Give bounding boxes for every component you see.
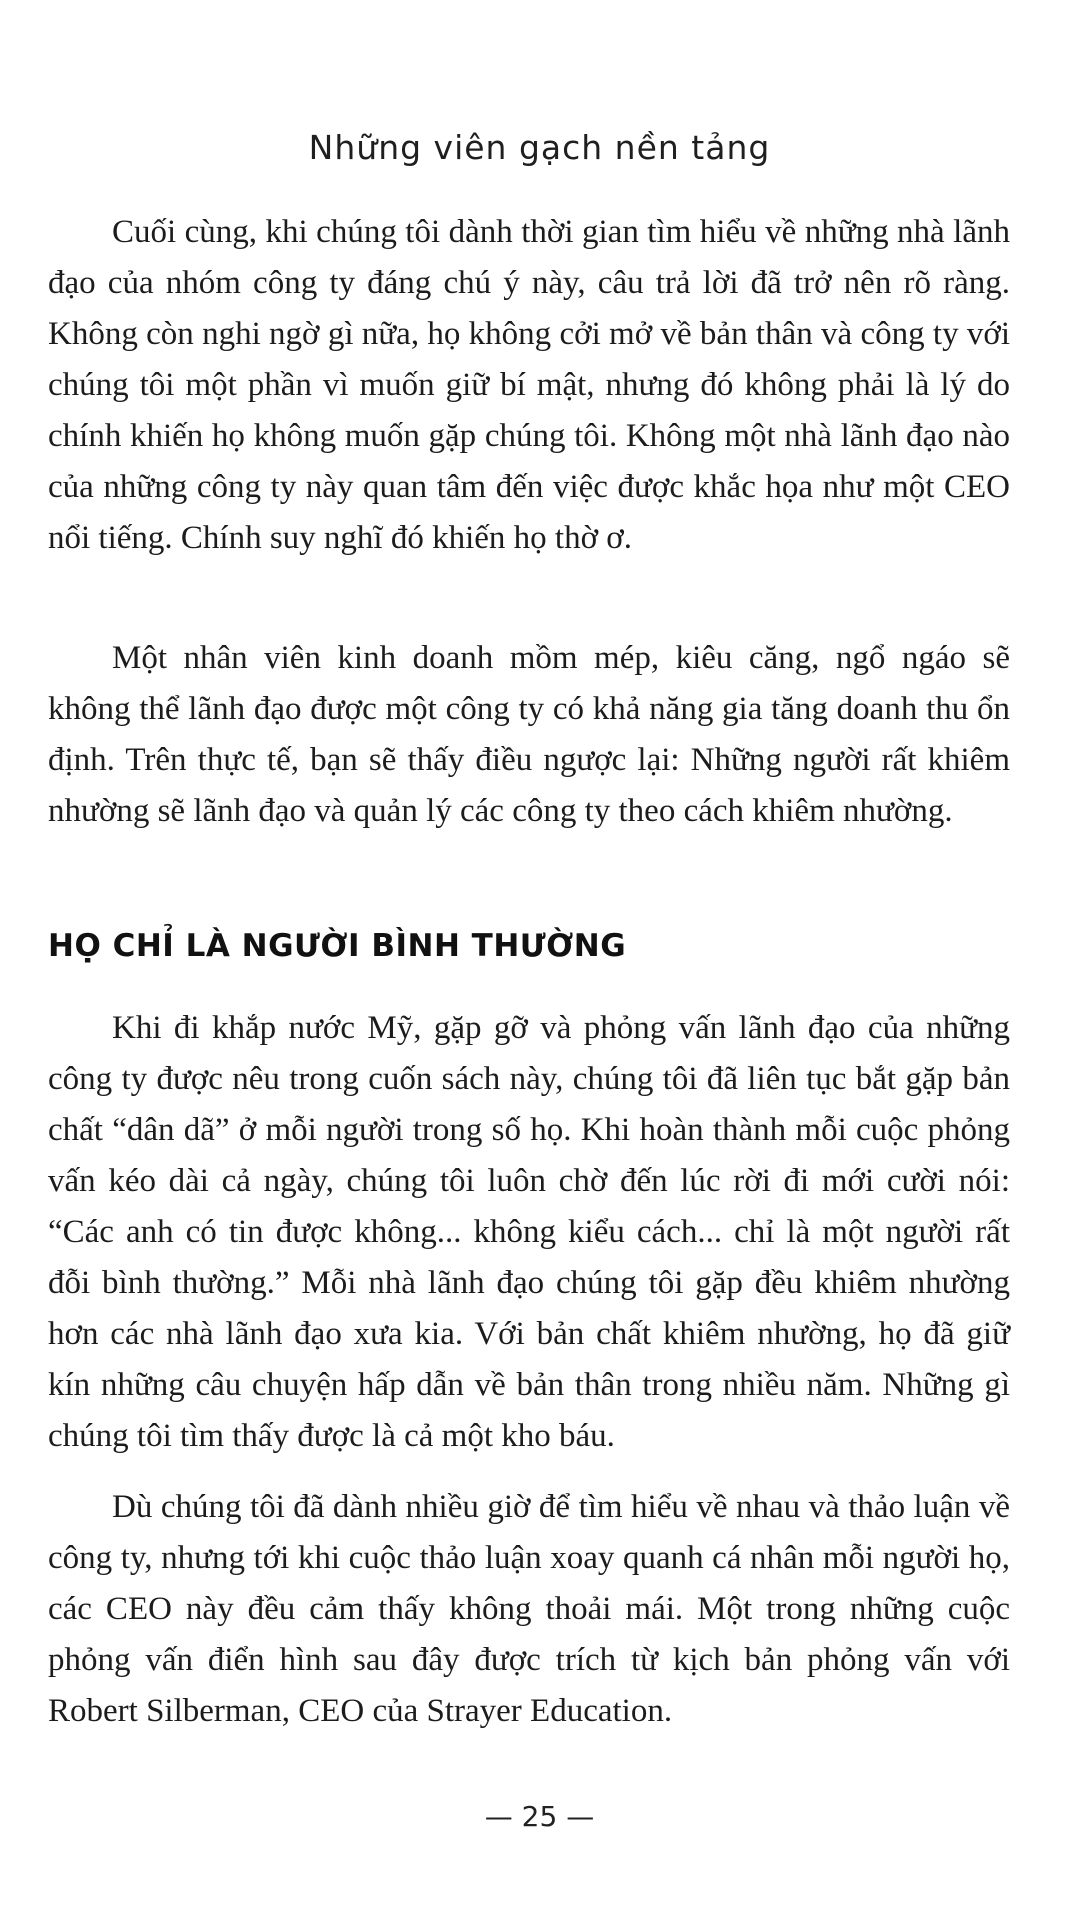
page-number: — 25 — xyxy=(484,1800,595,1833)
section-heading: HỌ CHỈ LÀ NGƯỜI BÌNH THƯỜNG xyxy=(48,928,627,964)
running-head: Những viên gạch nền tảng xyxy=(308,128,771,167)
body-paragraph: Một nhân viên kinh doanh mồm mép, kiêu căng, ngổ ngáo sẽ không thể lãnh đạo được một công ty có khả năng gia tăng doanh thu ổn định. Trên thực tế, bạn sẽ thấy điều ngược lại: Những người rất khiêm nhường sẽ lãnh đạo và quản lý các công ty theo cách khiêm nhường. xyxy=(48,640,1010,829)
section-paragraph: Dù chúng tôi đã dành nhiều giờ để tìm hiểu về nhau và thảo luận về công ty, nhưng tới khi cuộc thảo luận xoay quanh cá nhân mỗi người họ, các CEO này đều cảm thấy không thoải mái. Một trong những cuộc phỏng vấn điển hình sau đây được trích từ kịch bản phỏng vấn với Robert Silberman, CEO của Strayer Education. xyxy=(48,1489,1010,1729)
body-paragraph: Cuối cùng, khi chúng tôi dành thời gian tìm hiểu về những nhà lãnh đạo của nhóm công ty đáng chú ý này, câu trả lời đã trở nên rõ ràng. Không còn nghi ngờ gì nữa, họ không cởi mở về bản thân và công ty với chúng tôi một phần vì muốn giữ bí mật, nhưng đó không phải là lý do chính khiến họ không muốn gặp chúng tôi. Không một nhà lãnh đạo nào của những công ty này quan tâm đến việc được khắc họa như một CEO nổi tiếng. Chính suy nghĩ đó khiến họ thờ ơ. xyxy=(48,214,1010,556)
section-paragraph: Khi đi khắp nước Mỹ, gặp gỡ và phỏng vấn lãnh đạo của những công ty được nêu trong cuốn sách này, chúng tôi đã liên tục bắt gặp bản chất “dân dã” ở mỗi người trong số họ. Khi hoàn thành mỗi cuộc phỏng vấn kéo dài cả ngày, chúng tôi luôn chờ đến lúc rời đi mới cười nói: “Các anh có tin được không... không kiểu cách... chỉ là một người rất đỗi bình thường.” Mỗi nhà lãnh đạo chúng tôi gặp đều khiêm nhường hơn các nhà lãnh đạo xưa kia. Với bản chất khiêm nhường, họ đã giữ kín những câu chuyện hấp dẫn về bản thân trong nhiều năm. Những gì chúng tôi tìm thấy được là cả một kho báu. xyxy=(48,1010,1010,1454)
